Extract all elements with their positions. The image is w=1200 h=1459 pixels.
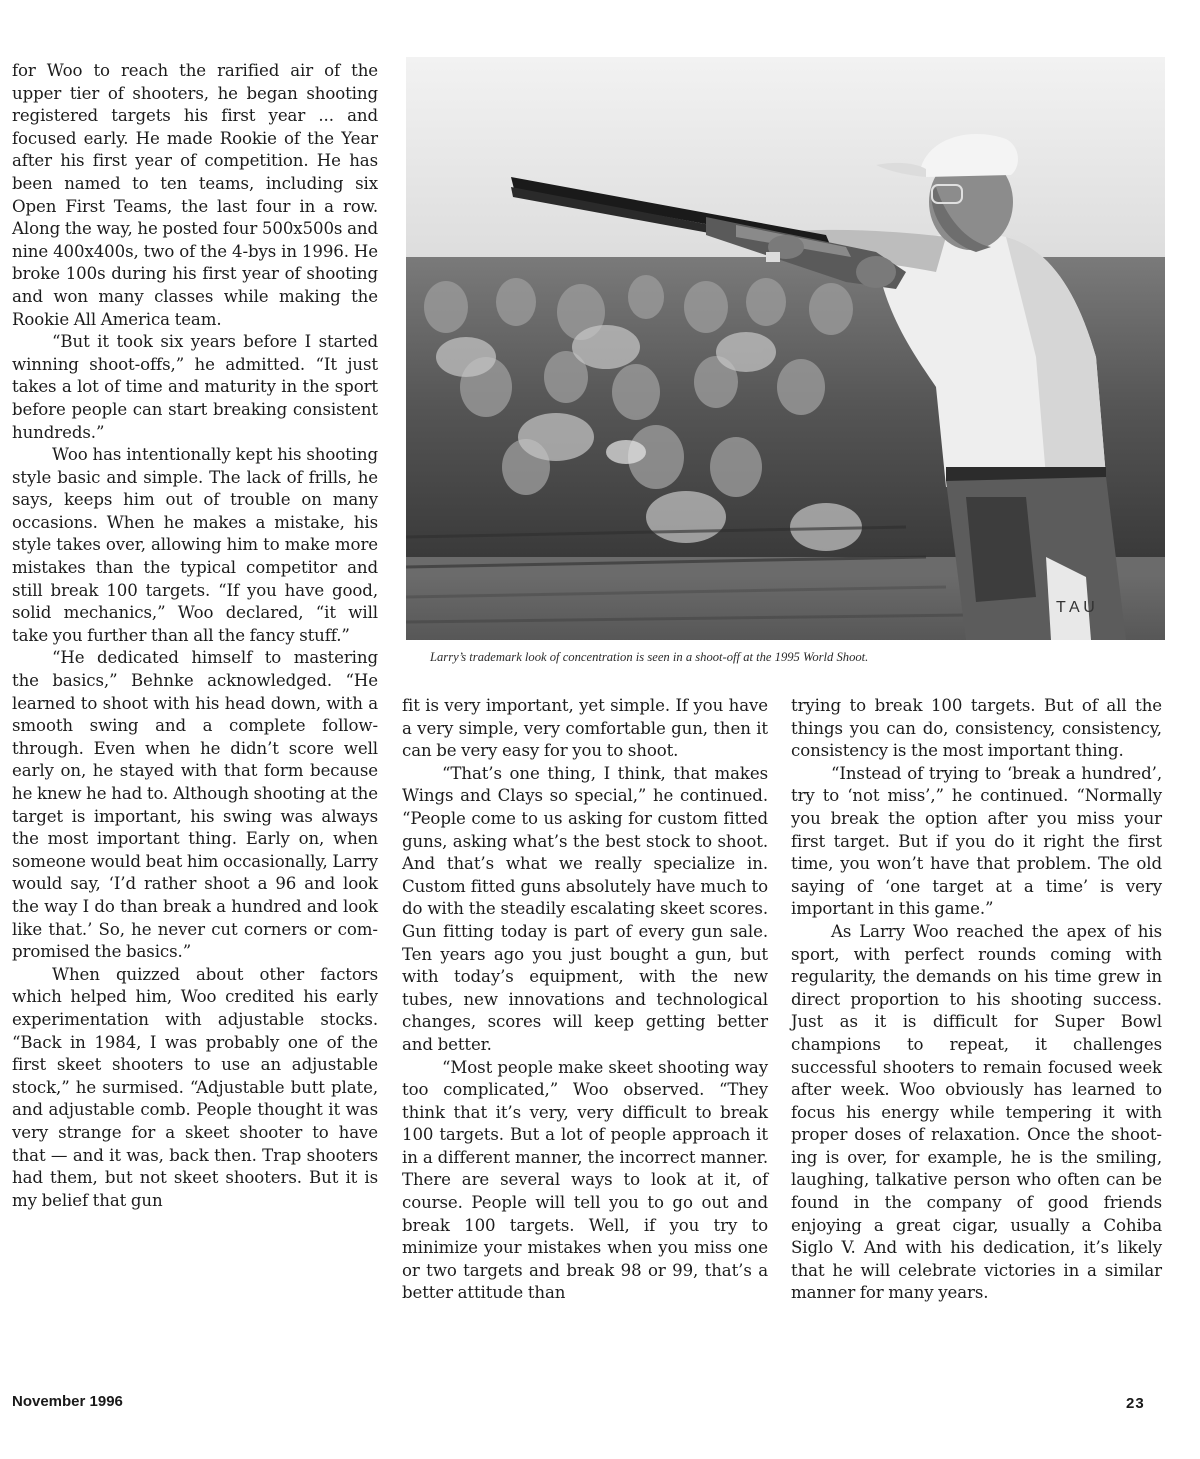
paragraph: trying to break 100 targets. But of all the things you can do, consistency, consistency, consistency is the most important thing. xyxy=(791,696,1162,761)
paragraph: As Larry Woo reached the apex of his sport, with perfect rounds coming with regularity, the demands on his time grew in direct proportion to his shooting success. Just as it is difficult for Super Bowl champions to repeat, it challenges successful shooters to remain focused week after week. Woo obviously has learned to focus his energy while tempering it with proper doses of relaxation. Once the shooting is over, for example, he is the smiling, laughing, talkative person who often can be found in the company of good friends enjoying a great cigar, usually a Cohiba Siglo V. And with his dedication, it’s likely that he will celebrate victories in a similar manner for many years. xyxy=(791,921,1162,1303)
paragraph: “Instead of trying to ‘break a hundred’, try to ‘not miss’,” he continued. “Normally you break the option after you miss your first target. But if you do it right the first time, you won’t have that problem. The old saying of ‘one target at a time’ is very important in this game.” xyxy=(791,763,1162,919)
shooter-photo-illustration xyxy=(406,57,1165,640)
paragraph: “But it took six years before I started winning shoot-offs,” he admitted. “It just takes a lot of time and maturity in the sport before people can start breaking consistent hundreds.” xyxy=(12,332,378,442)
footer-page-number: 23 xyxy=(1126,1395,1145,1412)
paragraph: “Most people make skeet shooting way too complicated,” Woo observed. “They think that it’s very, very difficult to break 100 targets. But a lot of people approach it in a different manner, the incorrect manner. There are several ways to look at it, of course. People will tell you to go out and break 100 targets. Well, if you try to minimize your mistakes when you miss one or two targets and break 98 or 99, that’s a better attitude than xyxy=(402,1057,768,1303)
paragraph: fit is very important, yet simple. If you have a very simple, very comfortable gun, then it can be very easy for you to shoot. xyxy=(402,696,768,761)
footer-issue-date: November 1996 xyxy=(12,1393,123,1410)
shooter-photo xyxy=(406,57,1165,640)
paragraph: When quizzed about other factors which helped him, Woo credited his early experimentation with adjustable stocks. “Back in 1984, I was probably one of the first skeet shooters to use an adjustable stock,” he surmised. “Adjustable butt plate, and adjustable comb. People thought it was very strange for a skeet shooter to have that — and it was, back then. Trap shooters had them, but not skeet shooters. But it is my belief that gun xyxy=(12,964,378,1210)
paragraph: Woo has intentionally kept his shooting style basic and simple. The lack of frills, he says, keeps him out of trouble on many occasions. When he makes a mistake, his style takes over, allowing him to make more mistakes than the typical competitor and still break 100 targets. “If you have good, solid mechanics,” Woo declared, “it will take you further than all the fancy stuff.” xyxy=(12,445,378,645)
article-column-2 xyxy=(402,695,768,1305)
paragraph: for Woo to reach the rarified air of the upper tier of shooters, he began shooting registered targets his first year ... and focused early. He made Rookie of the Year after his first year of competition. He has been named to ten teams, including six Open First Teams, the last four in a row. Along the way, he posted four 500x500s and nine 400x400s, two of the 4-bys in 1996. He broke 100s during his first year of shooting and won many classes while making the Rookie All America team. xyxy=(12,61,378,329)
photo-caption: Larry’s trademark look of concentration is seen in a shoot-off at the 1995 World Shoot. xyxy=(430,650,869,664)
paragraph: “He dedicated himself to mastering the basics,” Behnke acknowledged. “He learned to shoot with his head down, with a smooth swing and a complete follow-through. Even when he didn’t score well early on, he stayed with that form because he knew he had to. Although shooting at the target is important, his swing was always the most important thing. Early on, when someone would beat him occasionally, Larry would say, ‘I’d rather shoot a 96 and look the way I do than break a hundred and look like that.’ So, he never cut corners or compromised the basics.” xyxy=(12,648,378,962)
bag-letters: T A U xyxy=(1056,599,1095,616)
article-column-3 xyxy=(791,695,1162,1305)
article-column-1 xyxy=(12,60,378,1212)
paragraph: “That’s one thing, I think, that makes Wings and Clays so special,” he continued. “People come to us asking for custom fitted guns, asking what’s the best stock to shoot. And that’s what we really specialize in. Custom fitted guns absolutely have much to do with the steadily escalating skeet scores. Gun fitting today is part of every gun sale. Ten years ago you just bought a gun, but with today’s equipment, with the new tubes, new innovations and technological changes, scores will keep getting better and better. xyxy=(402,763,768,1054)
